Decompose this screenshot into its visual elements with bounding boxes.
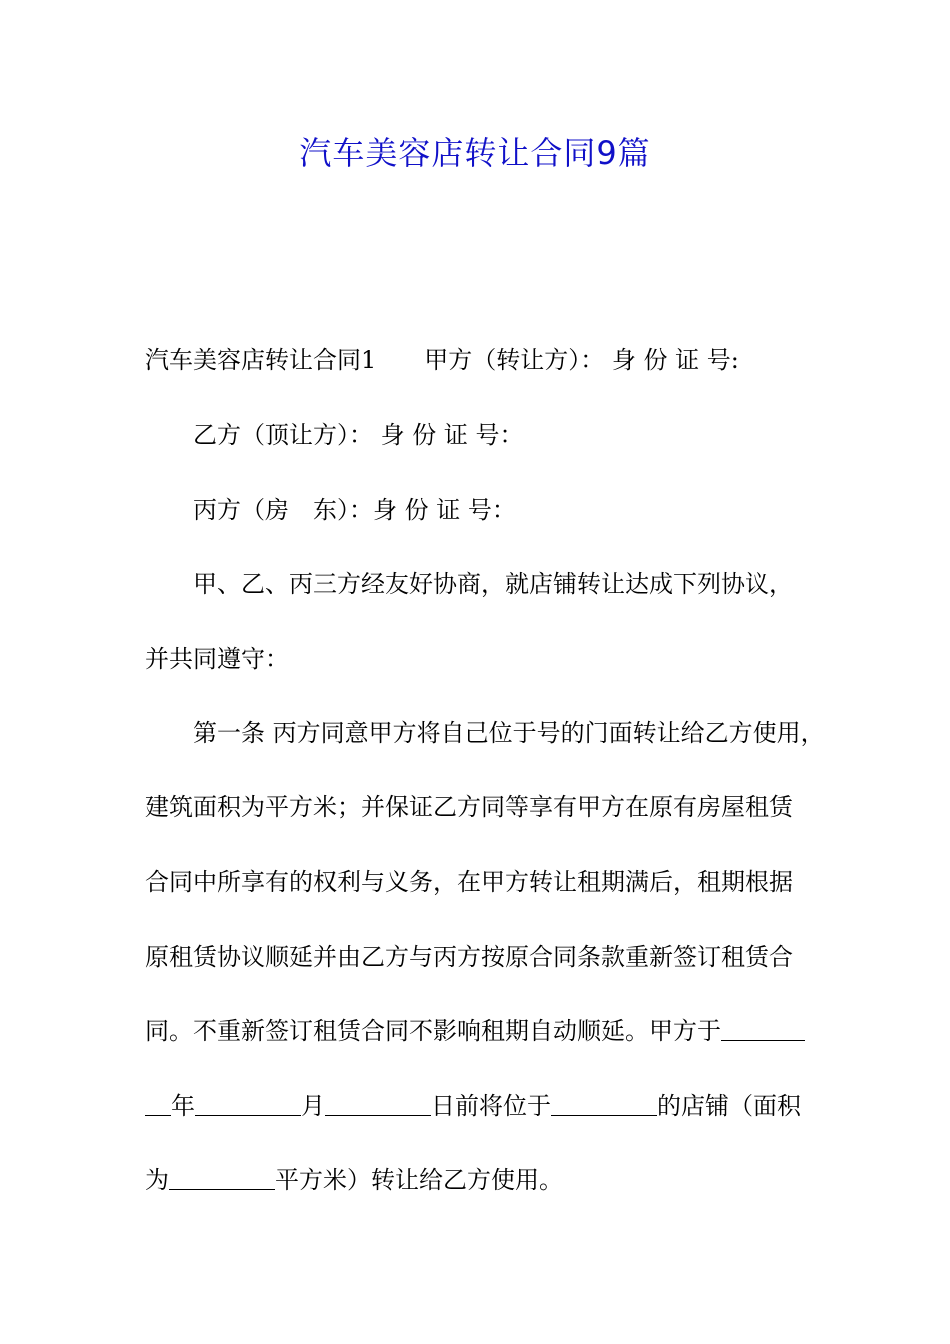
fill-blank bbox=[169, 1165, 275, 1190]
paragraph-line bbox=[145, 1014, 845, 1048]
document-title: 汽车美容店转让合同9篇 bbox=[299, 134, 651, 172]
paragraph-line: 合同中所享有的权利与义务，在甲方转让租期满后，租期根据 bbox=[145, 868, 793, 896]
contract-heading: 汽车美容店转让合同1 bbox=[145, 346, 377, 374]
fill-blank bbox=[721, 1016, 805, 1041]
party-c-label: 丙方（房 东）：身 份 证 号： bbox=[193, 496, 516, 524]
paragraph-text: 的店铺（面积 bbox=[657, 1092, 801, 1120]
paragraph-text: 同。不重新签订租赁合同不影响租期自动顺延。甲方于 bbox=[145, 1017, 721, 1045]
fill-blank bbox=[195, 1091, 301, 1116]
paragraph-line bbox=[145, 343, 845, 377]
paragraph-line bbox=[145, 1163, 845, 1197]
paragraph-text: 为 bbox=[145, 1166, 169, 1194]
article-one-line: 第一条 丙方同意甲方将自己位于号的门面转让给乙方使用， bbox=[193, 719, 825, 747]
paragraph-text: 月 bbox=[301, 1092, 325, 1120]
fill-blank bbox=[551, 1091, 657, 1116]
paragraph-line: 并共同遵守： bbox=[145, 645, 289, 673]
party-b-label: 乙方（顶让方）： 身 份 证 号： bbox=[193, 421, 524, 449]
paragraph-text: 日前将位于 bbox=[431, 1092, 551, 1120]
paragraph-text: 年 bbox=[171, 1092, 195, 1120]
party-a-label: 甲方（转让方）： 身 份 证 号: bbox=[424, 346, 739, 374]
paragraph-line: 原租赁协议顺延并由乙方与丙方按原合同条款重新签订租赁合 bbox=[145, 943, 793, 971]
fill-blank bbox=[325, 1091, 431, 1116]
paragraph-text: 平方米）转让给乙方使用。 bbox=[275, 1166, 563, 1194]
paragraph-line: 甲、乙、丙三方经友好协商，就店铺转让达成下列协议， bbox=[193, 570, 793, 598]
paragraph-line: 建筑面积为平方米；并保证乙方同等享有甲方在原有房屋租赁 bbox=[145, 793, 793, 821]
paragraph-line bbox=[145, 1089, 845, 1123]
fill-blank bbox=[145, 1091, 171, 1116]
